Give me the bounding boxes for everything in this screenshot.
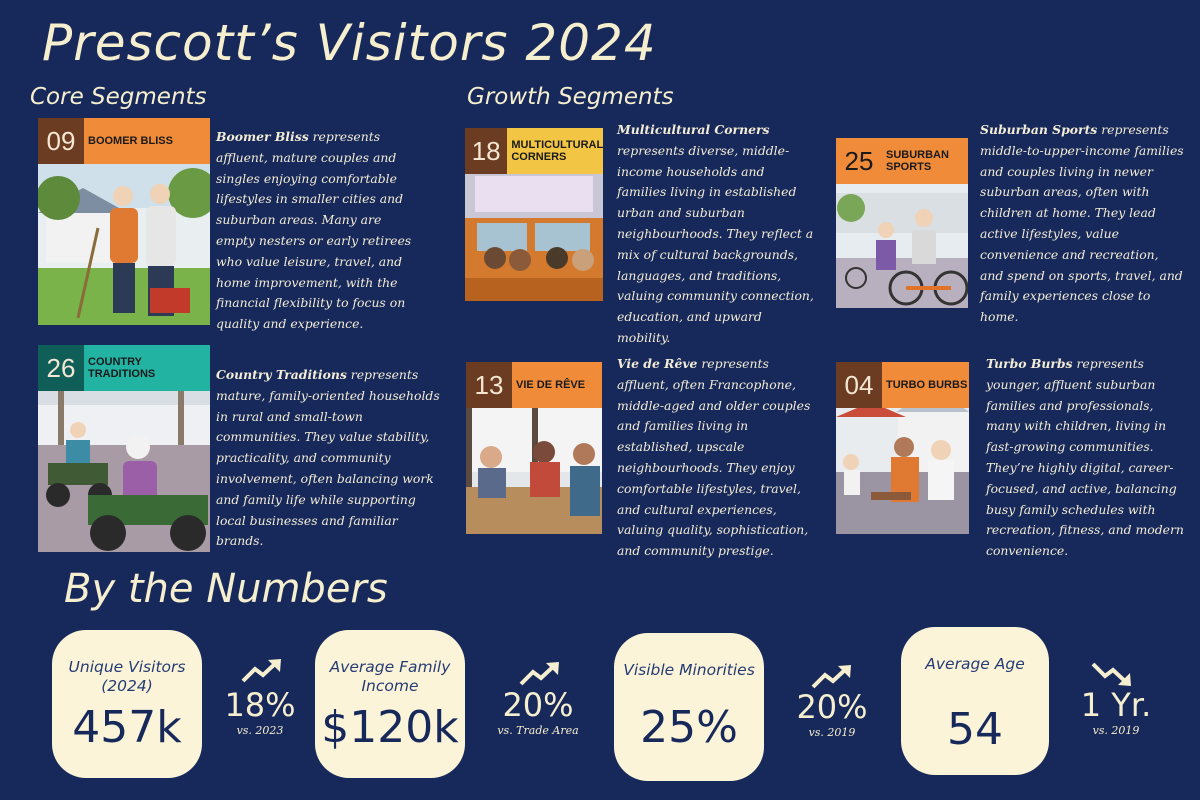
stat-change-value: 1 Yr. bbox=[1080, 686, 1152, 724]
stat-card-average-family-income bbox=[315, 630, 465, 778]
segment-image-turbo-burbs bbox=[836, 362, 969, 534]
stat-card-average-age bbox=[901, 627, 1049, 775]
stat-compare: vs. 2019 bbox=[808, 726, 856, 739]
segment-description-vie-de-reve bbox=[617, 354, 822, 562]
segment-name: VIE DE RÊVE bbox=[512, 362, 602, 408]
segment-number: 25 bbox=[836, 138, 882, 184]
stat-label: Unique Visitors (2024) bbox=[68, 658, 186, 695]
segment-title: Boomer Bliss bbox=[216, 129, 309, 144]
stat-label: Average Age bbox=[925, 655, 1025, 673]
segment-text: represents middle-to-upper-income families and couples living in newer suburban areas, often with children at home. They lead active lifestyles, value convenience and recreation, and spend on sports, travel, and family experiences close to home. bbox=[980, 122, 1184, 325]
segment-number: 26 bbox=[38, 345, 84, 391]
segment-text: represents mature, family-oriented households in rural and small-town communities. They value stability, practicality, and community involvement, often balancing work and family life while supporting local businesses and familiar brands. bbox=[216, 367, 440, 549]
segment-text: represents diverse, middle-income households and families living in established urban and suburban neighbourhoods. They reflect a mix of cultural backgrounds, languages, and traditions, valuing community connection, education, and upward mobility. bbox=[617, 142, 814, 345]
segment-image-boomer-bliss bbox=[38, 118, 210, 325]
segment-tag bbox=[466, 362, 602, 408]
segment-description-boomer-bliss bbox=[216, 127, 414, 335]
stat-value: $120k bbox=[321, 702, 459, 753]
stat-value: 25% bbox=[640, 702, 738, 753]
segment-description-turbo-burbs bbox=[986, 354, 1191, 562]
trend-up-icon bbox=[240, 657, 284, 685]
stat-value: 457k bbox=[72, 702, 182, 753]
stat-card-unique-visitors bbox=[52, 630, 202, 778]
page-title: Prescott’s Visitors 2024 bbox=[42, 14, 657, 72]
stat-value: 54 bbox=[947, 704, 1003, 755]
segment-name: TURBO BURBS bbox=[882, 362, 969, 408]
trend-up-icon bbox=[518, 660, 562, 688]
segment-number: 13 bbox=[466, 362, 512, 408]
segment-tag bbox=[836, 362, 969, 408]
segment-tag bbox=[836, 138, 968, 184]
segment-name: BOOMER BLISS bbox=[84, 118, 210, 164]
segment-description-multicultural-corners bbox=[617, 120, 815, 349]
stat-change-family-income bbox=[488, 686, 588, 737]
trend-down-icon bbox=[1090, 660, 1134, 688]
segment-number: 09 bbox=[38, 118, 84, 164]
segment-image-multicultural-corners bbox=[465, 128, 603, 301]
stat-card-visible-minorities bbox=[614, 633, 764, 781]
stat-label: Visible Minorities bbox=[623, 661, 755, 679]
stat-change-value: 20% bbox=[502, 686, 574, 724]
stat-compare: vs. 2023 bbox=[236, 724, 284, 737]
segment-title: Suburban Sports bbox=[980, 122, 1098, 137]
stat-change-average-age bbox=[1076, 686, 1156, 737]
segment-description-country-traditions bbox=[216, 365, 446, 552]
stat-compare: vs. Trade Area bbox=[497, 724, 579, 737]
stat-change-value: 20% bbox=[796, 688, 868, 726]
segment-text: represents affluent, often Francophone, middle-aged and older couples and families living in established, upscale neighbourhoods. They enjoy comfortable lifestyles, travel, and cultural experiences, valuing quality, sophistication, and community prestige. bbox=[617, 356, 811, 559]
segment-number: 18 bbox=[465, 128, 507, 174]
segment-tag bbox=[38, 345, 210, 391]
by-the-numbers-heading: By the Numbers bbox=[64, 566, 388, 612]
segment-image-vie-de-reve bbox=[466, 362, 602, 534]
segment-name: MULTICULTURAL CORNERS bbox=[507, 128, 603, 174]
segment-image-country-traditions bbox=[38, 345, 210, 552]
segment-name: SUBURBAN SPORTS bbox=[882, 138, 968, 184]
stat-compare: vs. 2019 bbox=[1092, 724, 1140, 737]
segment-number: 04 bbox=[836, 362, 882, 408]
stat-change-unique-visitors bbox=[220, 686, 300, 737]
stat-label: Average Family Income bbox=[329, 658, 451, 695]
growth-segments-heading: Growth Segments bbox=[467, 84, 674, 110]
segment-name: COUNTRY TRADITIONS bbox=[84, 345, 210, 391]
segment-description-suburban-sports bbox=[980, 120, 1185, 328]
segment-title: Country Traditions bbox=[216, 367, 347, 382]
segment-image-suburban-sports bbox=[836, 138, 968, 308]
trend-up-icon bbox=[810, 663, 854, 691]
segment-title: Turbo Burbs bbox=[986, 356, 1073, 371]
stat-change-value: 18% bbox=[224, 686, 296, 724]
segment-title: Vie de Rêve bbox=[617, 356, 698, 371]
segment-title: Multicultural Corners bbox=[617, 122, 770, 137]
core-segments-heading: Core Segments bbox=[30, 84, 207, 110]
stat-change-visible-minorities bbox=[790, 688, 874, 739]
segment-text: represents affluent, mature couples and singles enjoying comfortable lifestyles in smaller cities and suburban areas. Many are empty nesters or early retirees who value leisure, travel, and home improvement, with the financial flexibility to focus on quality and experience. bbox=[216, 129, 412, 332]
segment-text: represents younger, affluent suburban families and professionals, many with children, living in fast-growing communities. They’re highly digital, career-focused, and active, balancing busy family schedules with recreation, fitness, and modern convenience. bbox=[986, 356, 1184, 559]
segment-tag bbox=[465, 128, 603, 174]
segment-tag bbox=[38, 118, 210, 164]
